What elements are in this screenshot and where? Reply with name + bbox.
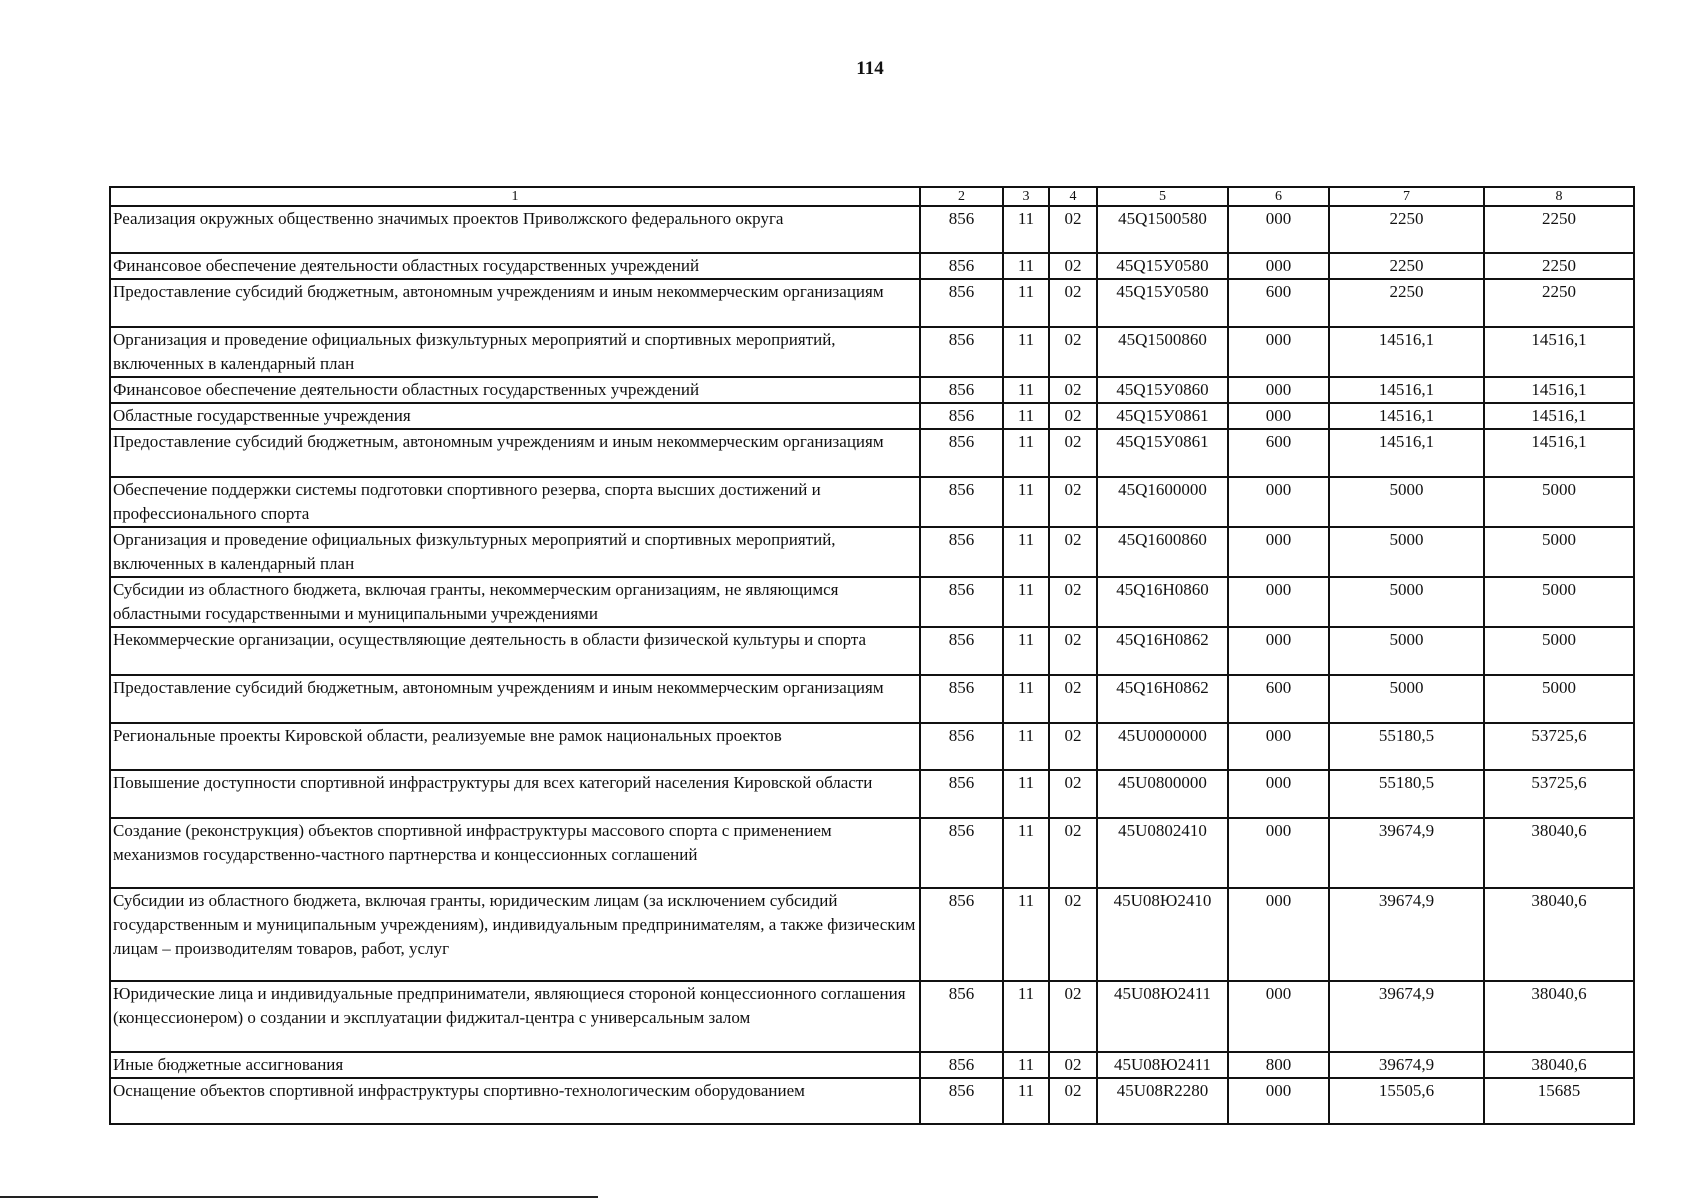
header-cell: 4 [1049, 187, 1097, 206]
cell-c8: 5000 [1484, 627, 1634, 675]
header-cell: 7 [1329, 187, 1484, 206]
cell-c2: 856 [920, 577, 1003, 627]
table-row [110, 675, 1634, 723]
cell-c5: 45Q15У0861 [1097, 403, 1228, 429]
cell-c6: 600 [1228, 675, 1329, 723]
table-row [110, 477, 1634, 527]
cell-c5: 45Q16Н0862 [1097, 675, 1228, 723]
cell-c6: 000 [1228, 477, 1329, 527]
cell-c4: 02 [1049, 527, 1097, 577]
row-name: Оснащение объектов спортивной инфраструктуры спортивно-технологическим оборудованием [110, 1078, 920, 1124]
table-row [110, 527, 1634, 577]
cell-c6: 000 [1228, 206, 1329, 253]
cell-c7: 14516,1 [1329, 429, 1484, 477]
cell-c3: 11 [1003, 477, 1049, 527]
bottom-rule [0, 1196, 598, 1198]
cell-c7: 5000 [1329, 527, 1484, 577]
cell-c5: 45Q16Н0862 [1097, 627, 1228, 675]
cell-c2: 856 [920, 206, 1003, 253]
cell-c4: 02 [1049, 327, 1097, 377]
cell-c6: 000 [1228, 770, 1329, 818]
cell-c6: 000 [1228, 327, 1329, 377]
cell-c3: 11 [1003, 1052, 1049, 1078]
header-cell: 1 [110, 187, 920, 206]
table-row [110, 253, 1634, 279]
table-row [110, 279, 1634, 327]
table-row [110, 1078, 1634, 1124]
cell-c3: 11 [1003, 206, 1049, 253]
cell-c2: 856 [920, 770, 1003, 818]
cell-c4: 02 [1049, 888, 1097, 981]
cell-c7: 55180,5 [1329, 770, 1484, 818]
table-row [110, 1052, 1634, 1078]
cell-c2: 856 [920, 477, 1003, 527]
row-name: Субсидии из областного бюджета, включая гранты, юридическим лицам (за исключением субсидий государственным и муниципальным учреждениям), индивидуальным предпринимателям, а также физическим лицам – производителям товаров, работ, услуг [110, 888, 920, 981]
cell-c3: 11 [1003, 403, 1049, 429]
cell-c3: 11 [1003, 1078, 1049, 1124]
cell-c8: 5000 [1484, 675, 1634, 723]
cell-c4: 02 [1049, 627, 1097, 675]
table-row [110, 377, 1634, 403]
row-name: Предоставление субсидий бюджетным, автономным учреждениям и иным некоммерческим организациям [110, 675, 920, 723]
row-name: Предоставление субсидий бюджетным, автономным учреждениям и иным некоммерческим организациям [110, 279, 920, 327]
header-cell: 3 [1003, 187, 1049, 206]
cell-c8: 2250 [1484, 206, 1634, 253]
cell-c3: 11 [1003, 723, 1049, 770]
cell-c4: 02 [1049, 723, 1097, 770]
cell-c6: 000 [1228, 627, 1329, 675]
cell-c7: 55180,5 [1329, 723, 1484, 770]
cell-c2: 856 [920, 1078, 1003, 1124]
header-cell: 8 [1484, 187, 1634, 206]
cell-c6: 600 [1228, 429, 1329, 477]
cell-c4: 02 [1049, 818, 1097, 888]
cell-c2: 856 [920, 327, 1003, 377]
row-name: Повышение доступности спортивной инфраструктуры для всех категорий населения Кировской области [110, 770, 920, 818]
cell-c2: 856 [920, 981, 1003, 1052]
cell-c2: 856 [920, 723, 1003, 770]
cell-c5: 45U0000000 [1097, 723, 1228, 770]
header-cell: 2 [920, 187, 1003, 206]
table-row [110, 627, 1634, 675]
cell-c2: 856 [920, 253, 1003, 279]
cell-c5: 45U08Ю2411 [1097, 981, 1228, 1052]
cell-c5: 45Q15У0580 [1097, 253, 1228, 279]
cell-c6: 000 [1228, 981, 1329, 1052]
row-name: Региональные проекты Кировской области, реализуемые вне рамок национальных проектов [110, 723, 920, 770]
cell-c2: 856 [920, 403, 1003, 429]
table-row [110, 723, 1634, 770]
cell-c5: 45U08Ю2410 [1097, 888, 1228, 981]
cell-c5: 45U08Ю2411 [1097, 1052, 1228, 1078]
cell-c8: 38040,6 [1484, 981, 1634, 1052]
cell-c8: 14516,1 [1484, 429, 1634, 477]
cell-c6: 000 [1228, 1078, 1329, 1124]
row-name: Предоставление субсидий бюджетным, автономным учреждениям и иным некоммерческим организациям [110, 429, 920, 477]
cell-c3: 11 [1003, 279, 1049, 327]
cell-c5: 45U0800000 [1097, 770, 1228, 818]
row-name: Финансовое обеспечение деятельности областных государственных учреждений [110, 377, 920, 403]
cell-c2: 856 [920, 888, 1003, 981]
cell-c2: 856 [920, 675, 1003, 723]
cell-c3: 11 [1003, 627, 1049, 675]
header-cell: 6 [1228, 187, 1329, 206]
row-name: Обеспечение поддержки системы подготовки спортивного резерва, спорта высших достижений и профессионального спорта [110, 477, 920, 527]
row-name: Реализация окружных общественно значимых проектов Приволжского федерального округа [110, 206, 920, 253]
cell-c6: 000 [1228, 527, 1329, 577]
row-name: Юридические лица и индивидуальные предприниматели, являющиеся стороной концессионного соглашения (концессионером) о создании и эксплуатации фиджитал-центра с универсальным залом [110, 981, 920, 1052]
cell-c4: 02 [1049, 981, 1097, 1052]
row-name: Организация и проведение официальных физкультурных мероприятий и спортивных мероприятий, включенных в календарный план [110, 527, 920, 577]
page-number: 114 [856, 58, 884, 79]
cell-c2: 856 [920, 627, 1003, 675]
cell-c7: 39674,9 [1329, 1052, 1484, 1078]
cell-c3: 11 [1003, 888, 1049, 981]
cell-c6: 000 [1228, 818, 1329, 888]
cell-c8: 53725,6 [1484, 770, 1634, 818]
row-name: Областные государственные учреждения [110, 403, 920, 429]
cell-c7: 39674,9 [1329, 981, 1484, 1052]
cell-c6: 800 [1228, 1052, 1329, 1078]
cell-c8: 14516,1 [1484, 403, 1634, 429]
cell-c7: 39674,9 [1329, 818, 1484, 888]
table-row [110, 888, 1634, 981]
cell-c7: 2250 [1329, 253, 1484, 279]
cell-c4: 02 [1049, 477, 1097, 527]
cell-c7: 5000 [1329, 577, 1484, 627]
cell-c7: 5000 [1329, 477, 1484, 527]
table-row [110, 206, 1634, 253]
cell-c8: 2250 [1484, 253, 1634, 279]
cell-c8: 38040,6 [1484, 888, 1634, 981]
cell-c8: 38040,6 [1484, 818, 1634, 888]
cell-c7: 39674,9 [1329, 888, 1484, 981]
cell-c8: 53725,6 [1484, 723, 1634, 770]
table-row [110, 770, 1634, 818]
table-row [110, 818, 1634, 888]
cell-c8: 38040,6 [1484, 1052, 1634, 1078]
cell-c4: 02 [1049, 577, 1097, 627]
table-row [110, 981, 1634, 1052]
row-name: Некоммерческие организации, осуществляющие деятельность в области физической культуры и спорта [110, 627, 920, 675]
cell-c4: 02 [1049, 1078, 1097, 1124]
table-row [110, 403, 1634, 429]
cell-c8: 14516,1 [1484, 327, 1634, 377]
cell-c5: 45Q15У0860 [1097, 377, 1228, 403]
cell-c3: 11 [1003, 818, 1049, 888]
row-name: Финансовое обеспечение деятельности областных государственных учреждений [110, 253, 920, 279]
cell-c8: 5000 [1484, 577, 1634, 627]
cell-c7: 14516,1 [1329, 377, 1484, 403]
cell-c5: 45Q1500580 [1097, 206, 1228, 253]
cell-c7: 2250 [1329, 279, 1484, 327]
cell-c6: 600 [1228, 279, 1329, 327]
cell-c3: 11 [1003, 675, 1049, 723]
cell-c5: 45Q1600000 [1097, 477, 1228, 527]
cell-c6: 000 [1228, 577, 1329, 627]
cell-c7: 5000 [1329, 675, 1484, 723]
cell-c2: 856 [920, 1052, 1003, 1078]
cell-c8: 5000 [1484, 477, 1634, 527]
cell-c5: 45U0802410 [1097, 818, 1228, 888]
cell-c2: 856 [920, 377, 1003, 403]
cell-c8: 2250 [1484, 279, 1634, 327]
cell-c4: 02 [1049, 1052, 1097, 1078]
row-name: Субсидии из областного бюджета, включая гранты, некоммерческим организациям, не являющимся областными государственными и муниципальными учреждениями [110, 577, 920, 627]
header-cell: 5 [1097, 187, 1228, 206]
row-name: Организация и проведение официальных физкультурных мероприятий и спортивных мероприятий, включенных в календарный план [110, 327, 920, 377]
cell-c7: 2250 [1329, 206, 1484, 253]
cell-c5: 45Q15У0861 [1097, 429, 1228, 477]
cell-c5: 45Q15У0580 [1097, 279, 1228, 327]
cell-c4: 02 [1049, 403, 1097, 429]
cell-c3: 11 [1003, 577, 1049, 627]
cell-c4: 02 [1049, 279, 1097, 327]
cell-c4: 02 [1049, 377, 1097, 403]
budget-table [109, 186, 1635, 1125]
cell-c2: 856 [920, 279, 1003, 327]
cell-c4: 02 [1049, 253, 1097, 279]
table-row [110, 327, 1634, 377]
cell-c5: 45Q1500860 [1097, 327, 1228, 377]
cell-c7: 15505,6 [1329, 1078, 1484, 1124]
cell-c6: 000 [1228, 403, 1329, 429]
row-name: Создание (реконструкция) объектов спортивной инфраструктуры массового спорта с применением механизмов государственно-частного партнерства и концессионных соглашений [110, 818, 920, 888]
cell-c4: 02 [1049, 206, 1097, 253]
cell-c7: 14516,1 [1329, 403, 1484, 429]
cell-c4: 02 [1049, 675, 1097, 723]
cell-c6: 000 [1228, 377, 1329, 403]
cell-c5: 45Q1600860 [1097, 527, 1228, 577]
cell-c2: 856 [920, 818, 1003, 888]
cell-c8: 5000 [1484, 527, 1634, 577]
cell-c3: 11 [1003, 981, 1049, 1052]
cell-c2: 856 [920, 429, 1003, 477]
cell-c3: 11 [1003, 327, 1049, 377]
cell-c4: 02 [1049, 429, 1097, 477]
cell-c7: 5000 [1329, 627, 1484, 675]
cell-c8: 15685 [1484, 1078, 1634, 1124]
cell-c6: 000 [1228, 253, 1329, 279]
table-row [110, 429, 1634, 477]
cell-c5: 45Q16Н0860 [1097, 577, 1228, 627]
cell-c6: 000 [1228, 723, 1329, 770]
header-row [110, 187, 1634, 206]
cell-c3: 11 [1003, 429, 1049, 477]
cell-c7: 14516,1 [1329, 327, 1484, 377]
cell-c5: 45U08R2280 [1097, 1078, 1228, 1124]
cell-c3: 11 [1003, 377, 1049, 403]
cell-c3: 11 [1003, 253, 1049, 279]
cell-c3: 11 [1003, 527, 1049, 577]
cell-c4: 02 [1049, 770, 1097, 818]
cell-c6: 000 [1228, 888, 1329, 981]
row-name: Иные бюджетные ассигнования [110, 1052, 920, 1078]
cell-c3: 11 [1003, 770, 1049, 818]
cell-c2: 856 [920, 527, 1003, 577]
table-row [110, 577, 1634, 627]
cell-c8: 14516,1 [1484, 377, 1634, 403]
